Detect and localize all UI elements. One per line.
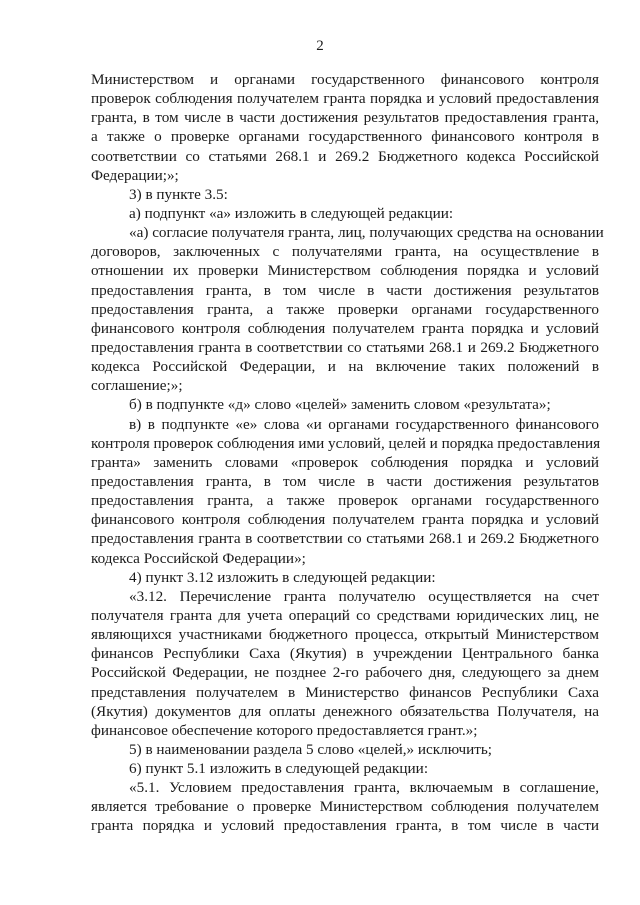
text-line: в) в подпункте «е» слова «и органами государственного финансового [129, 415, 599, 433]
text-line: кодекса Российской Федерации»; [91, 549, 306, 567]
text-line: (Якутия) документов для оплаты денежного обязательства Получателя, на [91, 702, 599, 720]
page-number: 2 [316, 38, 324, 54]
text-line: гранта порядка и условий предоставления гранта, в том числе в части [91, 817, 599, 835]
text-line: предоставления гранта, а также проверки органами государственного [91, 300, 599, 318]
text-line: предоставления гранта, в том числе в части достижения результатов [91, 281, 599, 299]
text-line: отношении их проверки Министерством соблюдения порядка и условий [91, 262, 599, 280]
text-line: являющихся участниками бюджетного процесса, открытый Министерством [91, 626, 599, 644]
text-line: соглашение;»; [91, 377, 183, 395]
text-line: финансового контроля соблюдения получателем гранта порядка и условий [91, 319, 599, 337]
text-line: гранта» заменить словами «проверок соблюдения порядка и условий [91, 453, 599, 471]
text-line: предоставления гранта, а также проверок органами государственного [91, 492, 599, 510]
text-line: Российской Федерации, не позднее 2-го рабочего дня, следующего за днем [91, 664, 599, 682]
text-line: 4) пункт 3.12 изложить в следующей редакции: [129, 568, 436, 586]
text-line: гранта, в том числе в части достижения результатов предоставления гранта, [91, 109, 599, 127]
text-line: договоров, заключенных с получателями гранта, на осуществление в [91, 243, 599, 261]
text-line: Министерством и органами государственного финансового контроля [91, 71, 599, 88]
text-line: представления получателем в Министерство финансов Республики Саха [91, 683, 599, 701]
text-line: предоставления гранта в соответствии со статьями 268.1 и 269.2 Бюджетного [91, 338, 599, 356]
text-line: 6) пункт 5.1 изложить в следующей редакции: [129, 760, 429, 778]
text-line: а также о проверке органами государственного финансового контроля в [91, 128, 599, 146]
text-line: а) подпункт «а» изложить в следующей редакции: [129, 204, 454, 222]
text-line: проверок соблюдения получателем гранта порядка и условий предоставления [91, 90, 599, 108]
text-line: является требование о проверке Министерством соблюдения получателем [91, 798, 599, 816]
text-line: финансов Республики Саха (Якутия) в учреждении Центрального банка [91, 645, 599, 663]
text-line: 5) в наименовании раздела 5 слово «целей,» исключить; [129, 740, 493, 758]
text-line: финансового контроля соблюдения получателем гранта порядка и условий [91, 511, 599, 529]
text-line: 3) в пункте 3.5: [129, 185, 228, 203]
text-line: соответствии со статьями 268.1 и 269.2 Бюджетного кодекса Российской [91, 147, 599, 165]
text-line: финансовое обеспечение которого предоставляется грант.»; [91, 721, 478, 739]
text-line: получателя гранта для учета операций со средствами юридических лиц, не [91, 606, 599, 624]
text-line: б) в подпункте «д» слово «целей» заменить словом «результата»; [129, 396, 551, 414]
text-line: «а) согласие получателя гранта, лиц, получающих средства на основании [129, 224, 604, 242]
text-line: Федерации;»; [91, 166, 179, 184]
text-line: контроля проверок соблюдения ими условий, целей и порядка предоставления [91, 434, 601, 452]
text-line: предоставления гранта в соответствии со статьями 268.1 и 269.2 Бюджетного [91, 530, 599, 548]
document-body [91, 70, 604, 836]
text-line: кодекса Российской Федерации, и на включение таких положений в [91, 358, 599, 376]
text-line: «3.12. Перечисление гранта получателю осуществляется на счет [129, 587, 599, 605]
text-line: предоставления гранта, в том числе в части достижения результатов [91, 472, 599, 490]
text-line: «5.1. Условием предоставления гранта, включаемым в соглашение, [129, 779, 599, 797]
